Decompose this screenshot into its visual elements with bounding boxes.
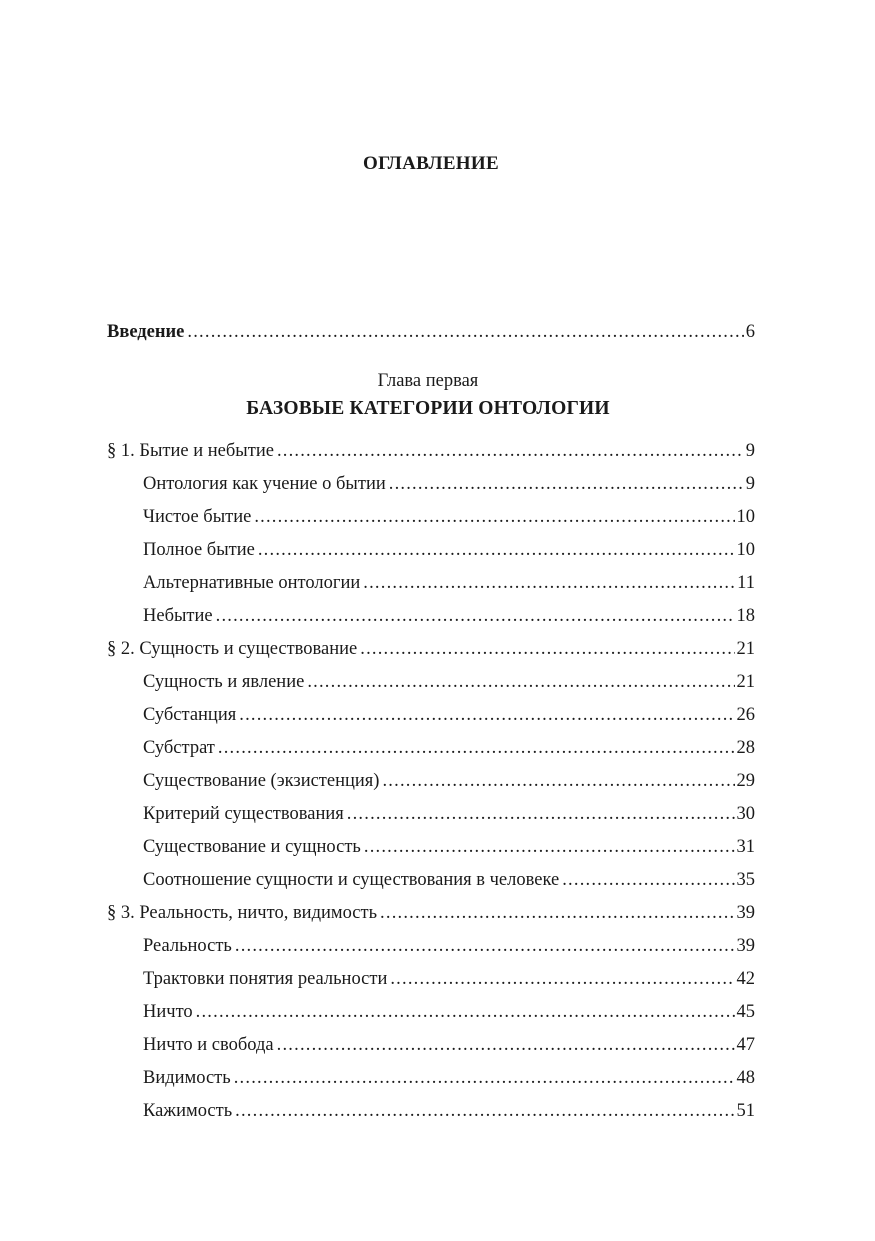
dot-leader	[360, 633, 734, 666]
toc-entry-label: Онтология как учение о бытии	[143, 474, 386, 494]
dot-leader	[562, 864, 734, 897]
toc-entry-page: 21	[736, 639, 755, 659]
toc-subsection[interactable]	[107, 996, 755, 1029]
dot-leader	[235, 1095, 734, 1128]
toc-entry-page: 48	[736, 1068, 755, 1088]
toc-entry-label: Небытие	[143, 606, 213, 626]
dot-leader	[389, 468, 744, 501]
toc-entry-page: 21	[736, 672, 755, 692]
toc-entry-label: Реальность	[143, 936, 232, 956]
toc-entry-label: § 3. Реальность, ничто, видимость	[107, 903, 378, 923]
toc-section[interactable]	[107, 633, 755, 666]
page-title: ОГЛАВЛЕНИЕ	[363, 153, 499, 174]
toc-entry-introduction[interactable]	[107, 316, 755, 349]
dot-leader	[218, 732, 735, 765]
dot-leader	[307, 666, 734, 699]
toc-entry-label: Критерий существования	[143, 804, 344, 824]
toc-subsection[interactable]	[107, 1029, 755, 1062]
toc-entry-page: 31	[736, 837, 755, 857]
dot-leader	[239, 699, 734, 732]
toc-entry-label: § 1. Бытие и небытие	[107, 441, 274, 461]
toc-entry-label: Соотношение сущности и существования в человеке	[143, 870, 560, 890]
dot-leader	[234, 1062, 735, 1095]
toc-entry-page: 29	[736, 771, 755, 791]
toc-subsection[interactable]	[107, 468, 755, 501]
toc-entry-label: Полное бытие	[143, 540, 255, 560]
toc-entry-label: Субстрат	[143, 738, 215, 758]
dot-leader	[390, 963, 734, 996]
toc-entry-label: Существование и сущность	[143, 837, 361, 857]
toc-subsection[interactable]	[107, 864, 755, 897]
toc-entry-page: 18	[736, 606, 755, 626]
dot-leader	[364, 831, 735, 864]
toc-entry-label: Сущность и явление	[143, 672, 305, 692]
toc-subsection[interactable]	[107, 1095, 755, 1128]
chapter-label: Глава первая	[377, 371, 479, 391]
toc-entry-page: 42	[736, 969, 755, 989]
toc-entry-page: 6	[745, 322, 755, 342]
toc-subsection[interactable]	[107, 501, 755, 534]
toc-entry-page: 28	[736, 738, 755, 758]
toc-entry-page: 30	[736, 804, 755, 824]
toc-entry-page: 35	[736, 870, 755, 890]
toc-subsection[interactable]	[107, 567, 755, 600]
dot-leader	[235, 930, 735, 963]
toc-subsection[interactable]	[107, 534, 755, 567]
toc-section[interactable]	[107, 435, 755, 468]
toc-entry-page: 10	[736, 540, 755, 560]
chapter-title: БАЗОВЫЕ КАТЕГОРИИ ОНТОЛОГИИ	[246, 398, 610, 419]
dot-leader	[196, 996, 735, 1029]
dot-leader	[380, 897, 734, 930]
toc-entry-page: 11	[737, 573, 755, 593]
toc-entry-page: 51	[736, 1101, 755, 1121]
dot-leader	[216, 600, 735, 633]
dot-leader	[382, 765, 734, 798]
toc-entry-label: Ничто и свобода	[143, 1035, 274, 1055]
toc-entry-page: 39	[736, 936, 755, 956]
toc-subsection[interactable]	[107, 1062, 755, 1095]
toc-entry-label: Кажимость	[143, 1101, 233, 1121]
toc-entry-page: 39	[736, 903, 755, 923]
toc-subsection[interactable]	[107, 765, 755, 798]
toc-subsection[interactable]	[107, 798, 755, 831]
toc-entry-label: Трактовки понятия реальности	[143, 969, 388, 989]
toc-subsection[interactable]	[107, 831, 755, 864]
toc-entry-label: Введение	[107, 322, 185, 342]
toc-entry-page: 45	[736, 1002, 755, 1022]
toc-subsection[interactable]	[107, 600, 755, 633]
toc-entry-page: 26	[736, 705, 755, 725]
toc-subsection[interactable]	[107, 699, 755, 732]
toc-subsection[interactable]	[107, 930, 755, 963]
toc-entry-label: Существование (экзистенция)	[143, 771, 380, 791]
dot-leader	[254, 501, 734, 534]
toc-subsection[interactable]	[107, 732, 755, 765]
toc-entry-page: 47	[736, 1035, 755, 1055]
toc-entry-label: Видимость	[143, 1068, 231, 1088]
dot-leader	[347, 798, 735, 831]
dot-leader	[277, 1029, 735, 1062]
toc-subsection[interactable]	[107, 963, 755, 996]
toc-entry-page: 9	[745, 474, 755, 494]
toc-subsection[interactable]	[107, 666, 755, 699]
dot-leader	[258, 534, 735, 567]
toc-entry-page: 9	[745, 441, 755, 461]
toc-entry-label: Чистое бытие	[143, 507, 252, 527]
toc-section[interactable]	[107, 897, 755, 930]
dot-leader	[187, 316, 743, 349]
dot-leader	[277, 435, 744, 468]
toc-entry-page: 10	[736, 507, 755, 527]
toc-entry-label: § 2. Сущность и существование	[107, 639, 358, 659]
toc-list	[107, 316, 755, 1128]
dot-leader	[363, 567, 735, 600]
chapter-heading	[101, 349, 755, 435]
toc-entry-label: Ничто	[143, 1002, 193, 1022]
toc-entry-label: Альтернативные онтологии	[143, 573, 361, 593]
toc-entry-label: Субстанция	[143, 705, 237, 725]
